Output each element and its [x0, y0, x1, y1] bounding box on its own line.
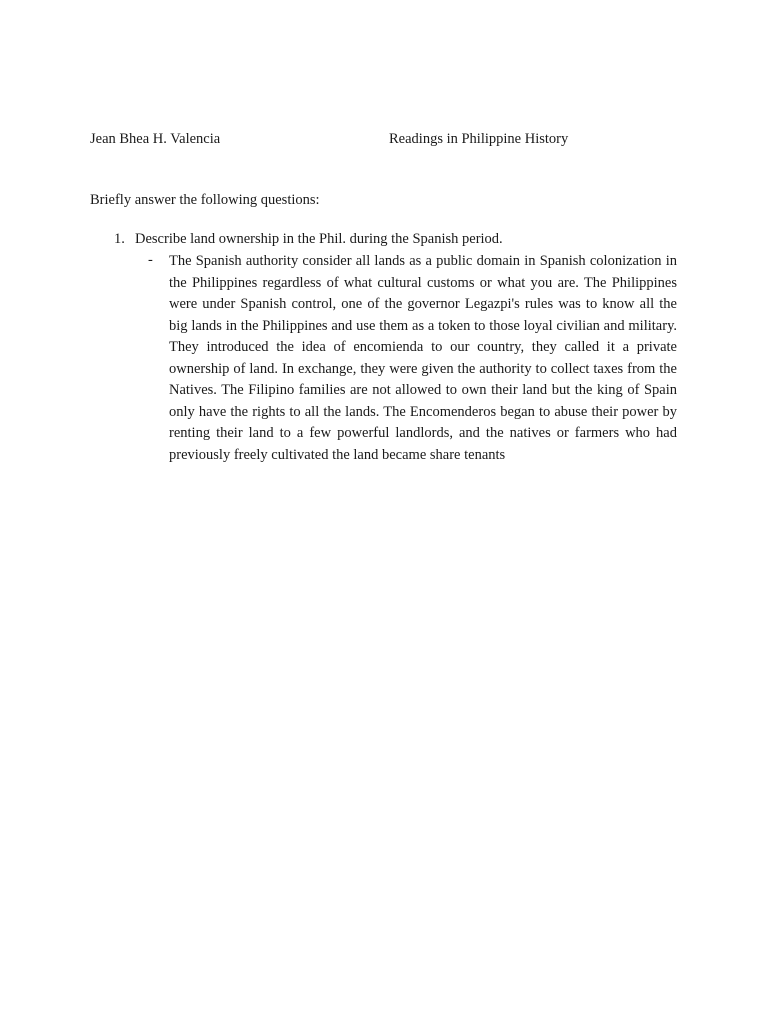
question-text: Describe land ownership in the Phil. during the Spanish period.: [135, 231, 503, 247]
instruction-text: Briefly answer the following questions:: [90, 192, 320, 208]
course-title: Readings in Philippine History: [389, 131, 569, 147]
answer-text: The Spanish authority consider all lands as a public domain in Spanish colonization in the Philippines regardless of what cultural customs or what you are. The Philippines were under Spanish control, one of the governor Legazpi's rules was to know all the big lands in the Philippines and use them as a token to those loyal civilian and military. They introduced the idea of encomienda to our country, they called it a private ownership of land. In exchange, they were given the authority to collect taxes from the Natives. The Filipino families are not allowed to own their land but the king of Spain only have the rights to all the lands. The Encomenderos began to abuse their power by renting their land to a few powerful landlords, and the natives or farmers who had previously freely cultivated the land became share tenants: [169, 253, 677, 463]
question-number: 1.: [114, 231, 125, 247]
student-name: Jean Bhea H. Valencia: [90, 131, 221, 147]
answer-bullet: -: [148, 252, 153, 268]
